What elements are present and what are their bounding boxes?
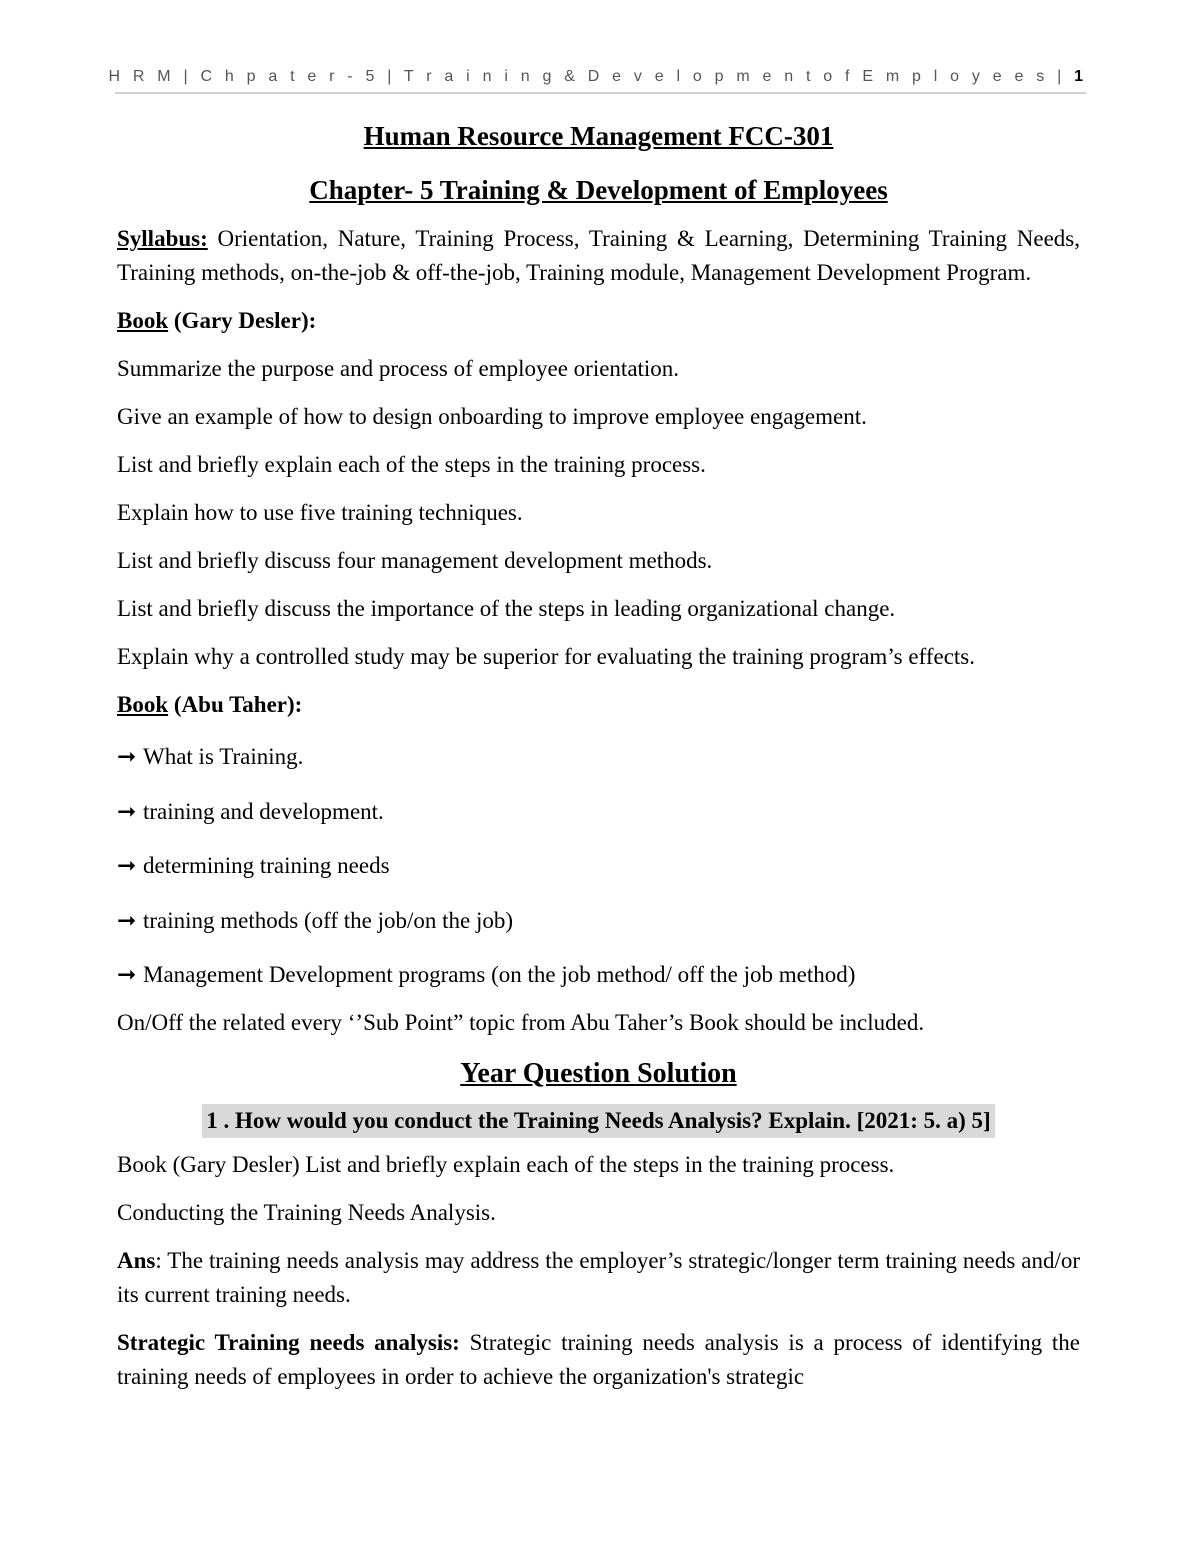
strategic-text: Strategic training needs analysis is a process of identifying the training needs of employees in order to achieve the organization's strategic xyxy=(117,1330,1081,1389)
list-item xyxy=(117,958,1080,992)
section-title: Year Question Solution xyxy=(460,1058,737,1089)
syllabus-paragraph xyxy=(117,222,1080,290)
arrow-right-icon: ➞ xyxy=(117,853,137,878)
answer-paragraph xyxy=(117,1244,1080,1312)
question-heading: 1 . How would you conduct the Training Needs Analysis? Explain. [2021: 5. a) 5] xyxy=(202,1104,994,1138)
document-title: Human Resource Management FCC-301 xyxy=(363,121,834,151)
strategic-paragraph xyxy=(117,1326,1080,1394)
ans-label: Ans xyxy=(117,1248,156,1273)
list-item xyxy=(117,795,1080,829)
book-abu-author: (Abu Taher): xyxy=(168,692,303,717)
book-abu-note: On/Off the related every ‘’Sub Point” topic from Abu Taher’s Book should be included. xyxy=(117,1010,925,1035)
running-header-text: H R M | C h p a t e r - 5 | T r a i n i n g & D e v e l o p m e n t o f E m p l o y e e s | xyxy=(108,68,1075,85)
book-abu-heading xyxy=(117,688,1080,722)
book-gary-item: Give an example of how to design onboarding to improve employee engagement. xyxy=(117,404,867,429)
syllabus-label: Syllabus: xyxy=(117,226,208,251)
arrow-right-icon: ➞ xyxy=(117,798,137,824)
answer-reference: Book (Gary Desler) List and briefly explain each of the steps in the training process. xyxy=(117,1152,895,1177)
book-gary-heading xyxy=(117,304,1080,338)
book-gary-item: Summarize the purpose and process of employee orientation. xyxy=(117,356,680,381)
answer-topic: Conducting the Training Needs Analysis. xyxy=(117,1200,496,1225)
book-gary-item: List and briefly explain each of the steps in the training process. xyxy=(117,452,706,477)
arrow-right-icon: ➞ xyxy=(117,962,137,987)
running-header xyxy=(108,68,1083,86)
ans-text: : The training needs analysis may address the employer’s strategic/longer term training needs and/or its current training needs. xyxy=(117,1248,1080,1307)
document-body xyxy=(117,116,1080,1408)
arrow-right-icon: ➞ xyxy=(117,744,137,769)
list-item-text: training methods (off the job/on the job) xyxy=(143,907,514,933)
list-item-text: determining training needs xyxy=(143,853,390,878)
header-divider xyxy=(115,92,1086,94)
book-abu-list xyxy=(117,740,1080,992)
list-item-text: What is Training. xyxy=(143,744,304,769)
book-gary-label: Book xyxy=(117,308,169,333)
strategic-label: Strategic Training needs analysis: xyxy=(117,1330,460,1355)
book-abu-label: Book xyxy=(117,692,169,717)
book-gary-item: List and briefly discuss four management development methods. xyxy=(117,548,713,573)
list-item-text: Management Development programs (on the job method/ off the job method) xyxy=(143,962,856,987)
list-item-text: training and development. xyxy=(143,798,384,824)
question-block xyxy=(117,1104,1080,1138)
book-gary-item: Explain how to use five training techniques. xyxy=(117,500,523,525)
syllabus-text: Orientation, Nature, Training Process, Training & Learning, Determining Training Needs, Training methods, on-the-job & off-the-job, Training module, Management Development Program. xyxy=(117,226,1080,285)
list-item xyxy=(117,740,1080,774)
list-item xyxy=(117,904,1080,938)
list-item xyxy=(117,849,1080,883)
book-gary-item: Explain why a controlled study may be superior for evaluating the training program’s effects. xyxy=(117,644,975,669)
chapter-title: Chapter- 5 Training & Development of Employees xyxy=(309,175,888,205)
arrow-right-icon: ➞ xyxy=(117,907,137,933)
book-gary-item: List and briefly discuss the importance of the steps in leading organizational change. xyxy=(117,596,896,621)
book-gary-author: (Gary Desler): xyxy=(168,308,317,333)
page-number: 1 xyxy=(1074,68,1083,85)
